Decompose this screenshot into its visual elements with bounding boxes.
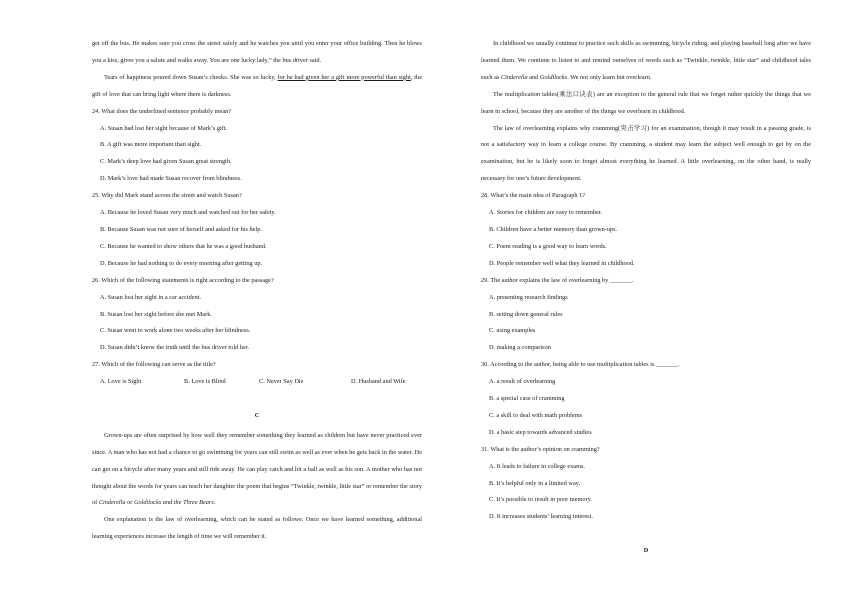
option: A. presenting research findings	[489, 293, 568, 301]
question-31: 31. What is the author’s opinion on cramming?	[481, 445, 600, 453]
option: B. Children have a better memory than grown-ups.	[489, 225, 618, 233]
spacer	[481, 526, 811, 543]
option: A. Susan lost her sight in a car accident.	[100, 293, 202, 301]
option: B. Love is Blind	[184, 378, 226, 386]
question-28: 28. What’s the main idea of Paragraph 1?	[481, 192, 586, 200]
option: D. Mark’s love had made Susan recover from blindness.	[100, 175, 242, 183]
option: D. making a comparison	[489, 344, 551, 352]
option: A. It leads to failure in college exams.	[489, 462, 585, 470]
option: C. a skill to deal with math problems	[489, 411, 583, 419]
option: A. a result of overlearning	[489, 378, 556, 386]
option: B. It’s helpful only in a limited way.	[489, 479, 581, 487]
option: C. It’s possible to result in poor memory.	[489, 496, 592, 504]
option: C. Mark’s deep love had given Susan great strength.	[100, 158, 232, 166]
option: A. Susan had lost her sight because of Mark’s gift.	[100, 124, 228, 132]
paragraph: Grown-ups are often surprised by how well they remember something they learned as children but have never practiced ever since. A man who has not had a chance to go swimming for years can still swim as well as ever when he gets back in the water. He can get on a bicycle after many years and still ride away. He can play catch and hit a ball as well as his son. A mother who has not thought about the words for years can teach her daughter the poem that begins “Twinkle, twinkle, little star” or remember the story of Cinderella or Goldilocks and the Three Bears.	[92, 431, 422, 507]
options-row	[92, 374, 422, 391]
section-heading-d: D	[643, 547, 649, 555]
paragraph: One explanation is the law of overlearning, which can be stated as follows: Once we have learned something, additional learning experiences increase the length of time we will remember it.	[92, 516, 422, 541]
option: D. People remember well what they learned in childhood.	[489, 259, 635, 267]
question-24: 24. What does the underlined sentence probably mean?	[92, 107, 232, 115]
paragraph: The multiplication tables(乘法口诀表) are an exception to the general rule that we forget rather quickly the things that we learn in school, because they are another of the things we overlearn in childhood.	[481, 90, 811, 115]
option: B. Susan lost her sight before she met Mark.	[100, 310, 212, 318]
option: C. Never Say Die	[259, 378, 304, 386]
option: D. Because he had nothing to do every morning after getting up.	[100, 259, 263, 267]
option: D. a basic step towards advanced studies	[489, 428, 592, 436]
option: D. Susan didn’t know the truth until the bus driver told her.	[100, 344, 250, 352]
option: C. using examples	[489, 327, 536, 335]
question-27: 27. Which of the following can serve as the title?	[92, 361, 216, 369]
paragraph: In childhood we usually continue to practice such skills as swimming, bicycle riding, and playing baseball long after we have learned them. We continue to listen to and remind ourselves of words such as “Twinkle, twinkle, little star” and childhood tales such as Cinderella and Goldilocks. We not only learn but overlearn.	[481, 40, 811, 81]
question-25: 25. Why did Mark stand across the street and watch Susan?	[92, 192, 242, 200]
spacer	[92, 391, 422, 408]
question-26: 26. Which of the following statements is right according to the passage?	[92, 276, 274, 284]
option: C. Susan went to work alone two weeks after her blindness.	[100, 327, 251, 335]
paragraph: get off the bus. He makes sure you cross the street safely and he watches you until you enter your office building. Then he blows you a kiss, gives you a salute and walks away. You are one lucky lady,” the bus driver said.	[92, 40, 422, 64]
option: B. setting down general rules	[489, 310, 563, 318]
paragraph: The law of overlearning explains why cramming(突击学习) for an examination, though it may result in a passing grade, is not a satisfactory way to learn a college course. By cramming, a student may learn the subject well enough to get by on the examination, but he is likely soon to forget almost everything he learned. A little overlearning, on the other hand, is really necessary for one’s future development.	[481, 124, 811, 183]
option: D. It increases students’ learning interest.	[489, 513, 593, 521]
left-column	[92, 36, 422, 546]
option: C. Because he wanted to show others that he was a good husband.	[100, 242, 267, 250]
option: B. Because Susan was not sure of herself and asked for his help.	[100, 225, 262, 233]
option: D. Husband and Wife	[351, 378, 406, 386]
option: B. a special case of cramming	[489, 395, 565, 403]
option: C. Poem reading is a good way to learn words.	[489, 242, 607, 250]
paragraph: Tears of happiness poured down Susan’s cheeks. She was so lucky, for he had given her a gift more powerful than sight, the gift of love that can bring light where there is darkness.	[92, 73, 422, 98]
option: A. Stories for children are easy to remember.	[489, 209, 603, 217]
option: A. Because he loved Susan very much and watched out for her safety.	[100, 209, 276, 217]
question-29: 29. The author explains the law of overlearning by _______.	[481, 276, 634, 284]
option: A. Love is Sight	[100, 378, 142, 386]
right-column	[481, 36, 811, 560]
section-heading-c: C	[254, 411, 260, 419]
question-30: 30. According to the author, being able to use multiplication tables is _______.	[481, 361, 680, 369]
option: B. A gift was more important than sight.	[100, 141, 202, 149]
underlined-sentence: for he had given her a gift more powerful than sight	[277, 73, 411, 81]
